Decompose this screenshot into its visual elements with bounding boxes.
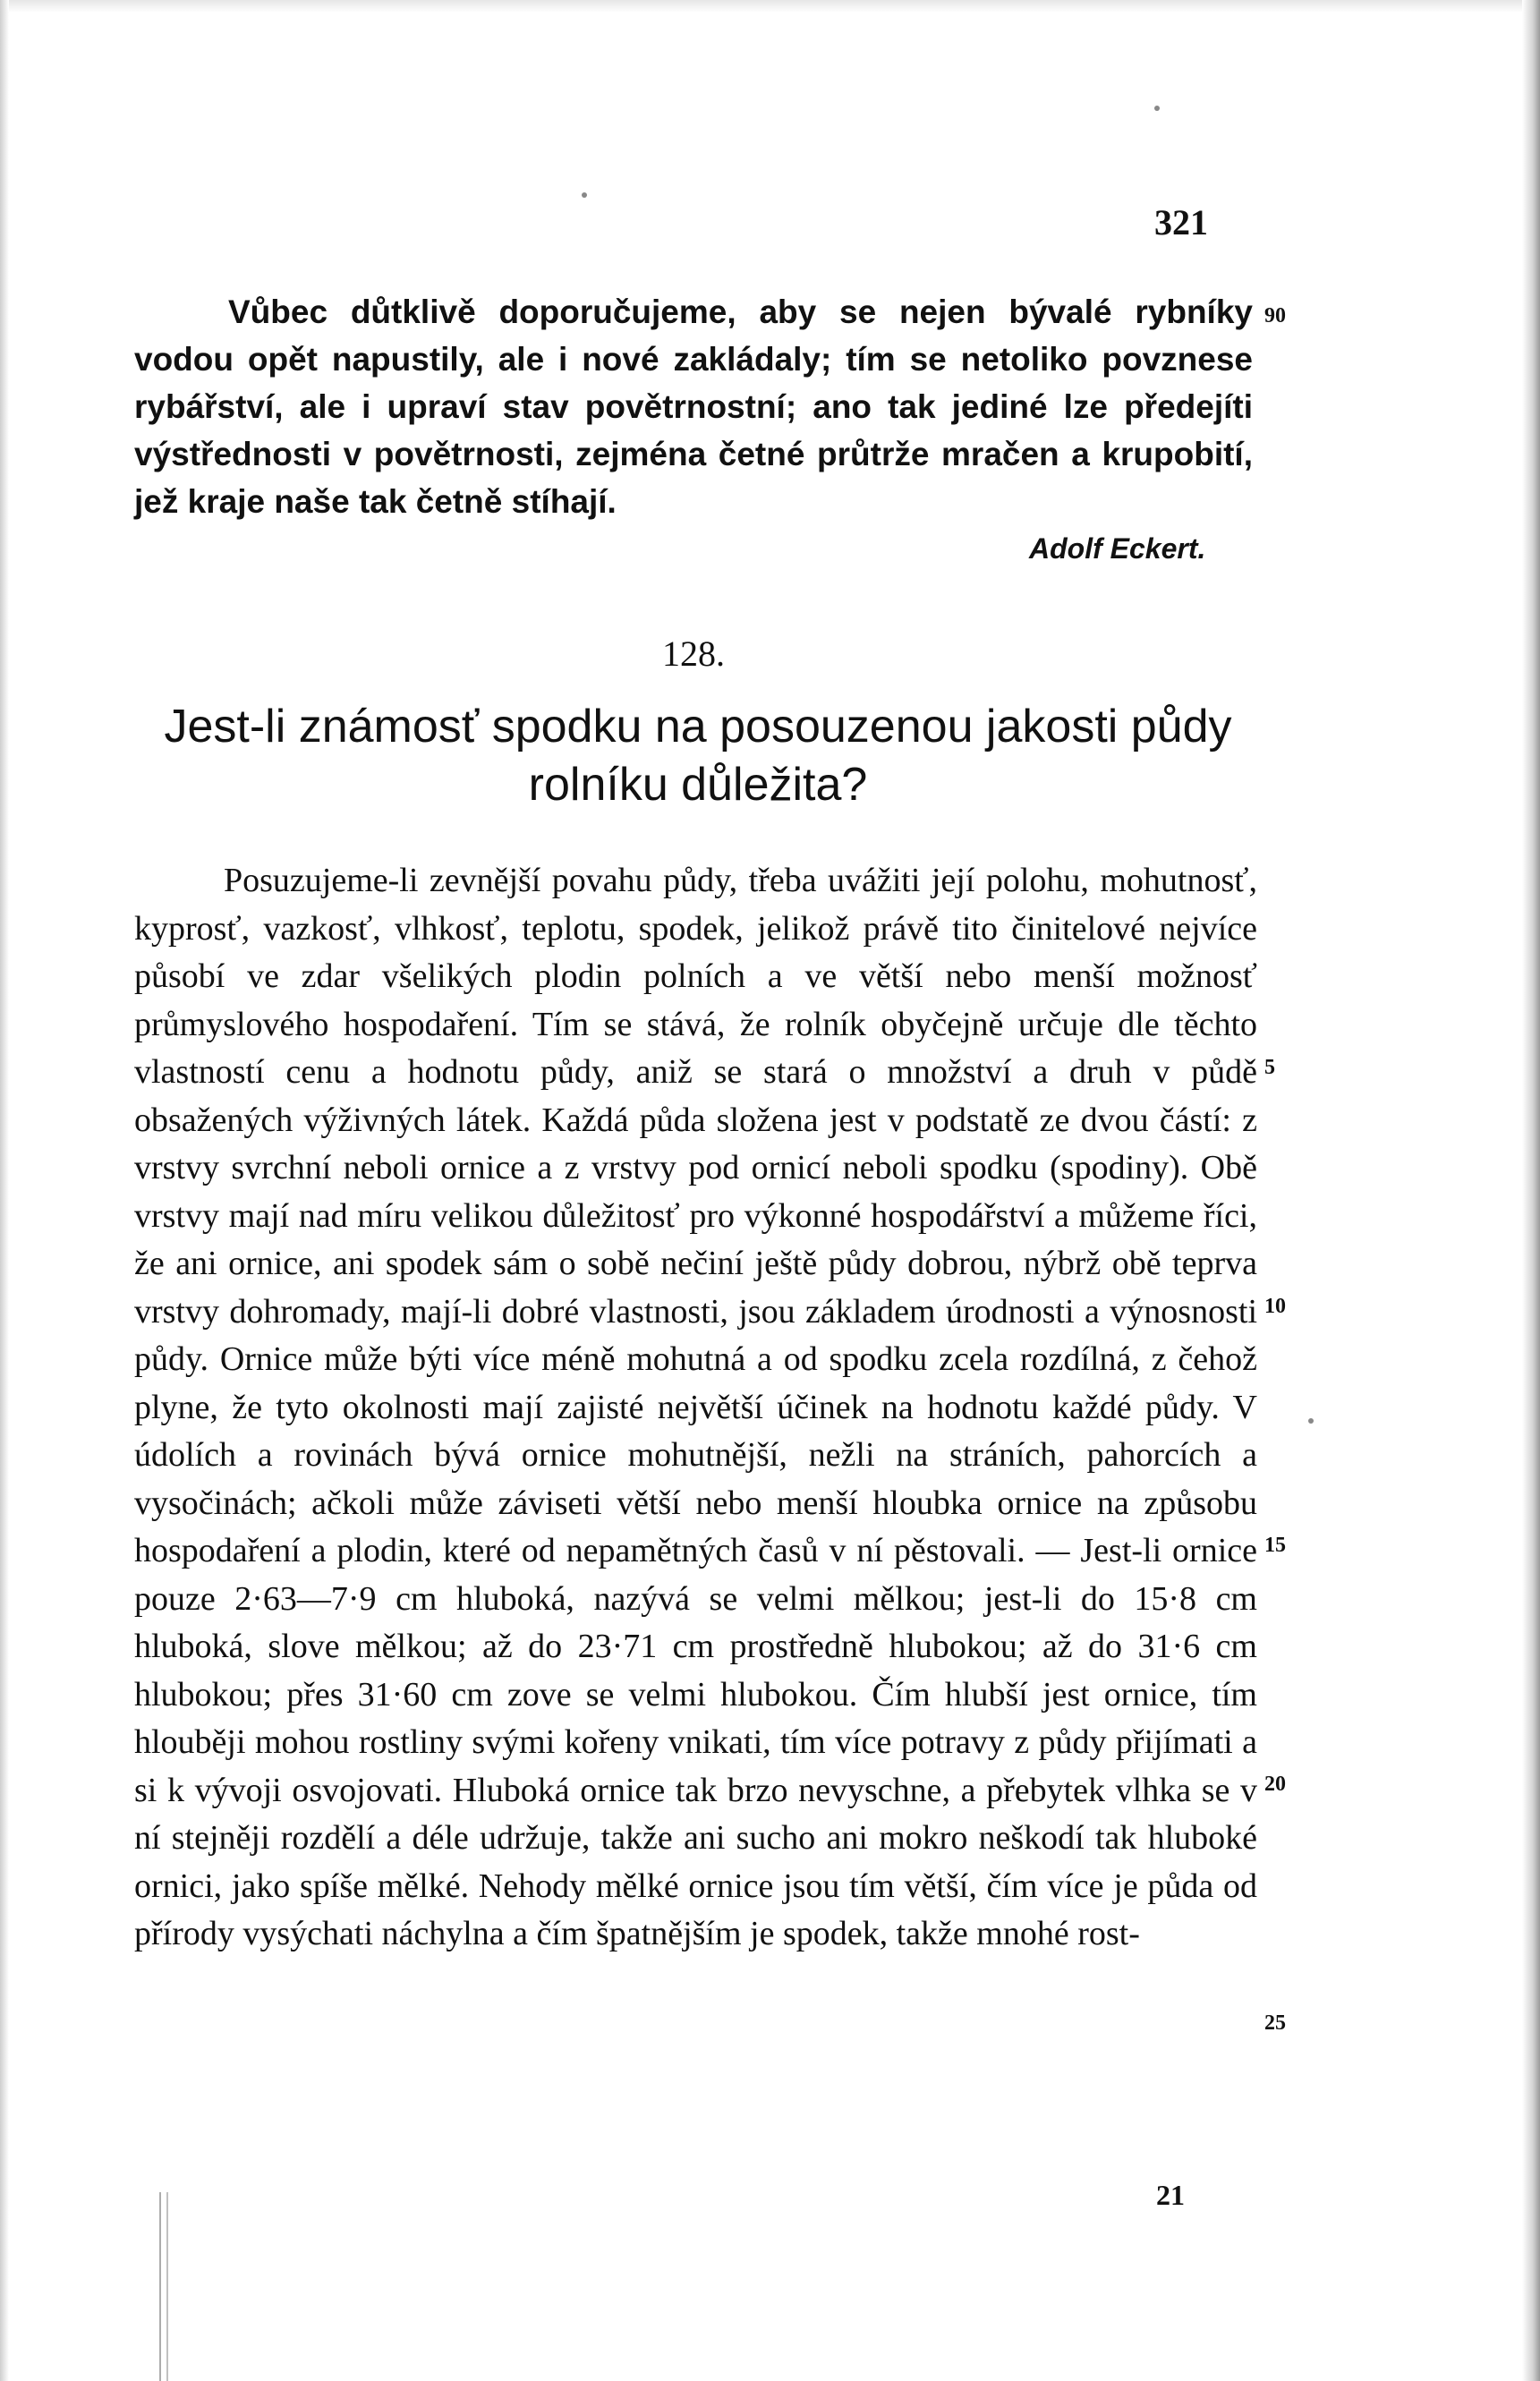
- margin-line-number: 25: [1264, 2011, 1286, 2035]
- scan-scratch-mark: [159, 2192, 168, 2381]
- scan-speck: [1154, 106, 1160, 111]
- intro-paragraph: Vůbec důtklivě doporučujeme, aby se nejen bývalé rybníky vodou opět napustily, ale i nové zakládaly; tím se netoliko povznese rybářství, ale i upraví stav povětrnostní; ano tak jediné lze předejíti výstřednosti v povětrnosti, zejména četné průtrže mračen a krupobití, jež kraje naše tak četně stíhají.: [134, 293, 1253, 520]
- margin-line-number: 90: [1264, 304, 1286, 327]
- page-left-edge: [0, 0, 9, 2381]
- margin-line-number: 20: [1264, 1773, 1286, 1796]
- body-paragraph: Posuzujeme-li zevnější povahu půdy, třeba uvážiti její polohu, mohutnosť, kyprosť, vazkosť, vlhkosť, teplotu, spodek, jelikož právě tito činitelové nejvíce působí ve zdar všelikých plodin polních a ve větší nebo menší možnosť průmyslového hospodaření. Tím se stává, že rolník obyčejně určuje dle těchto vlastností cenu a hodnotu půdy, aniž se stará o množství a druh v půdě obsažených výživných látek. Každá půda složena jest v podstatě ze dvou částí: z vrstvy svrchní neboli ornice a z vrstvy pod ornicí neboli spodku (spodiny). Obě vrstvy mají nad míru velikou důležitosť pro výkonné hospodářství a můžeme říci, že ani ornice, ani spodek sám o sobě nečiní ještě půdy dobrou, nýbrž obě teprva vrstvy dohromady, mají-li dobré vlastnosti, jsou základem úrodnosti a výnosnosti půdy. Ornice může býti více méně mohutná a od spodku zcela rozdílná, z čehož plyne, že tyto okolnosti mají zajisté největší účinek na hodnotu každé půdy. V údolích a rovinách bývá ornice mohutnější, nežli na stráních, pahorcích a vysočinách; ačkoli může záviseti větší nebo menší hloubka ornice na způsobu hospodaření a plodin, které od nepamětných časů v ní pěstovali. — Jest-li ornice pouze 2·63—7·9 cm hluboká, nazývá se velmi mělkou; jest-li do 15·8 cm hluboká, slove mělkou; až do 23·71 cm prostředně hlubokou; až do 31·6 cm hlubokou; přes 31·60 cm zove se velmi hlubokou. Čím hlubší jest ornice, tím hlouběji mohou rostliny svými kořeny vnikati, tím více potravy z půdy přijímati a si k vývoji osvojovati. Hluboká ornice tak brzo nevyschne, a přebytek vlhka se v ní stejněji rozdělí a déle udržuje, takže ani sucho ani mokro neškodí tak hluboké ornici, jako spíše mělké. Nehody mělké ornice jsou tím větší, čím více je půda od přírody vysýchati náchylna a čím špatnějším je spodek, takže mnohé rost-: [134, 862, 1257, 1952]
- section-title: Jest-li známosť spodku na posouzenou jakosti půdy rolníku důležita?: [164, 701, 1232, 811]
- page-right-edge: [1522, 0, 1540, 2381]
- printer-signature-mark: 21: [1156, 2179, 1185, 2211]
- page-number: 321: [1154, 202, 1208, 242]
- page-top-edge: [0, 0, 1540, 13]
- margin-line-number: 15: [1264, 1534, 1286, 1557]
- scan-speck: [582, 192, 587, 198]
- scan-speck: [1308, 1418, 1314, 1424]
- margin-line-number: 10: [1264, 1295, 1286, 1318]
- author-signature: Adolf Eckert.: [1029, 532, 1206, 565]
- section-number: 128.: [662, 634, 725, 674]
- margin-line-number: 5: [1264, 1056, 1275, 1079]
